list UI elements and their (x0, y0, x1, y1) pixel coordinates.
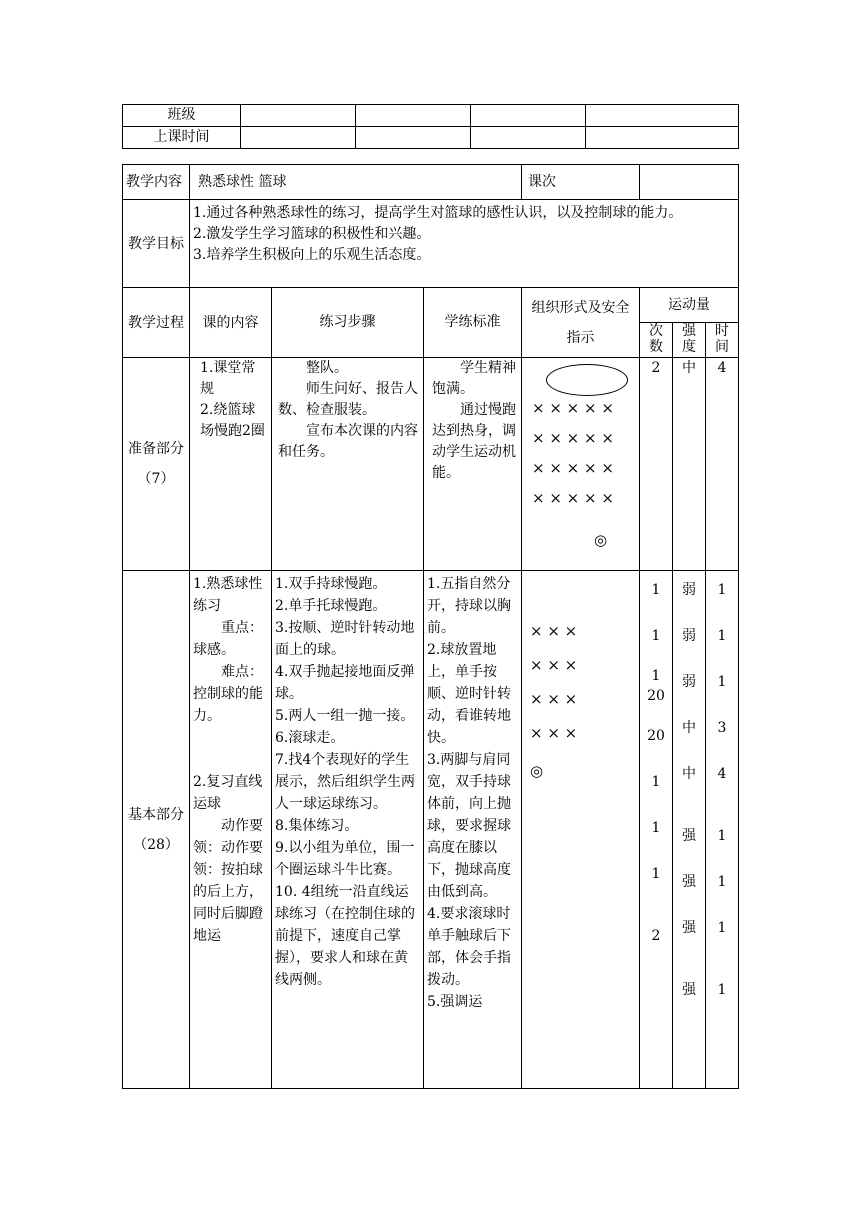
time-cell-4 (586, 127, 739, 149)
goal-text (190, 200, 739, 288)
prep-content-2: 2.绕篮球场慢跑2圈 (200, 402, 265, 439)
basic-count-8: 1 (651, 866, 661, 882)
basic-standard-2: 2.球放置地上，单手按顺、逆时针转动，看谁转地快。 (427, 642, 511, 746)
basic-content-2: 重点：球感。 (193, 620, 263, 658)
lesson-plan-table (122, 164, 739, 1089)
basic-time-6: 1 (717, 828, 727, 844)
goal-2: 2.激发学生学习篮球的积极性和兴趣。 (193, 226, 431, 242)
basic-formation (522, 571, 640, 1089)
class-label: 班级 (123, 105, 241, 127)
basic-label: 基本部分 (128, 806, 184, 823)
basic-step-8: 8.集体练习。 (275, 818, 359, 834)
basic-content-5: 动作要领：动作要领：按拍球的后上方，同时后脚蹬地运 (193, 818, 263, 944)
basic-step-3: 3.按顺、逆时针转动地面上的球。 (275, 620, 415, 658)
basic-formation-row-3: × × × (530, 690, 578, 708)
basic-time-5: 4 (717, 766, 727, 782)
prep-time: 4 (706, 358, 739, 571)
basic-content-1: 1.熟悉球性练习 (193, 576, 263, 614)
session-value (640, 165, 739, 200)
prep-label: 准备部分 (128, 441, 184, 457)
court-ellipse (546, 364, 628, 396)
prep-steps (272, 358, 424, 571)
basic-intensity-1: 弱 (682, 582, 696, 598)
prep-formation-row-1: × × × × × (532, 399, 614, 417)
basic-content-4: 2.复习直线运球 (193, 774, 263, 812)
basic-formation-row-1: × × × (530, 622, 578, 640)
basic-count-4: 20 (647, 688, 665, 704)
basic-standard-1: 1.五指自然分开，持球以胸前。 (427, 576, 511, 636)
basic-count-7: 1 (651, 820, 661, 836)
basic-standard-5: 5.强调运 (427, 994, 483, 1010)
col-organization: 组织形式及安全指示 (522, 288, 640, 358)
prep-formation-row-2: × × × × × (532, 429, 614, 447)
prep-step-2: 师生问好、报告人数、检查服装。 (278, 381, 418, 418)
basic-count-6: 1 (651, 774, 661, 790)
class-cell-2 (356, 105, 471, 127)
prep-minutes: （7） (137, 471, 175, 487)
content-value: 熟悉球性 篮球 (190, 165, 522, 200)
basic-standard-4: 4.要求滚球时单手触球后下部，体会手指拨动。 (427, 906, 511, 988)
teacher-position-icon: ◎ (594, 531, 608, 549)
basic-intensity-6: 强 (682, 828, 696, 844)
time-cell-2 (356, 127, 471, 149)
col-content: 课的内容 (190, 288, 272, 358)
prep-standard-2: 通过慢跑达到热身，调动学生运动机能。 (432, 402, 516, 481)
prep-formation-row-3: × × × × × (532, 459, 614, 477)
basic-count-5: 20 (647, 728, 665, 744)
goal-1: 1.通过各种熟悉球性的练习，提高学生对篮球的感性认识，以及控制球的能力。 (193, 205, 683, 221)
basic-step-7: 7.找4个表现好的学生展示，然后组织学生两人一球运球练习。 (275, 752, 415, 812)
basic-time-8: 1 (717, 920, 727, 936)
basic-intensity-2: 弱 (682, 628, 696, 644)
prep-formation-row-4: × × × × × (532, 489, 614, 507)
time-cell-1 (241, 127, 356, 149)
basic-times (706, 571, 739, 1089)
col-time: 时间 (706, 323, 739, 358)
prep-intensity: 中 (673, 358, 706, 571)
time-cell-3 (471, 127, 586, 149)
basic-label-cell (123, 571, 190, 1089)
basic-formation-row-2: × × × (530, 656, 578, 674)
prep-count: 2 (640, 358, 673, 571)
basic-minutes: （28） (133, 836, 179, 853)
goal-3: 3.培养学生积极向上的乐观生活态度。 (193, 247, 431, 263)
basic-intensity-8: 强 (682, 920, 696, 936)
basic-step-4: 4.双手抛起接地面反弹球。 (275, 664, 415, 702)
col-count: 次数 (640, 323, 673, 358)
prep-content (190, 358, 272, 571)
basic-standard (424, 571, 522, 1089)
basic-intensity-9: 强 (682, 982, 696, 998)
basic-intensity-7: 强 (682, 874, 696, 890)
basic-steps (272, 571, 424, 1089)
goal-label: 教学目标 (123, 200, 190, 288)
basic-time-3: 1 (717, 674, 727, 690)
time-label: 上课时间 (123, 127, 241, 149)
basic-count-2: 1 (651, 628, 661, 644)
prep-standard-1: 学生精神饱满。 (432, 360, 516, 397)
col-steps: 练习步骤 (272, 288, 424, 358)
basic-count-3: 1 (651, 668, 661, 684)
basic-time-7: 1 (717, 874, 727, 890)
prep-standard (424, 358, 522, 571)
class-cell-1 (241, 105, 356, 127)
basic-content (190, 571, 272, 1089)
class-cell-4 (586, 105, 739, 127)
prep-label-cell (123, 358, 190, 571)
col-standard: 学练标准 (424, 288, 522, 358)
prep-step-1: 整队。 (306, 360, 348, 376)
prep-formation (522, 358, 640, 571)
basic-intensity-3: 弱 (682, 674, 696, 690)
basic-step-6: 6.滚球走。 (275, 730, 345, 746)
basic-time-9: 1 (717, 982, 727, 998)
basic-time-1: 1 (717, 582, 727, 598)
basic-content-3: 难点：控制球的能力。 (193, 664, 263, 724)
session-label: 课次 (522, 165, 640, 200)
basic-counts (640, 571, 673, 1089)
basic-step-1: 1.双手持球慢跑。 (275, 576, 387, 592)
basic-count-9: 2 (651, 928, 661, 944)
basic-step-2: 2.单手托球慢跑。 (275, 598, 387, 614)
prep-content-1: 1.课堂常规 (200, 360, 256, 397)
basic-intensities (673, 571, 706, 1089)
col-load: 运动量 (640, 288, 739, 323)
basic-formation-row-4: × × × (530, 724, 578, 742)
basic-count-1: 1 (651, 582, 661, 598)
content-label: 教学内容 (123, 165, 190, 200)
header-table (122, 104, 739, 149)
basic-intensity-5: 中 (682, 766, 696, 782)
basic-standard-3: 3.两脚与肩同宽，双手持球体前，向上抛球，要求握球高度在膝以下，抛球高度由低到高。 (427, 752, 511, 900)
teacher-position-icon: ◎ (530, 762, 544, 780)
basic-step-9: 9.以小组为单位，围一个圈运球斗牛比赛。 (275, 840, 415, 878)
prep-step-3: 宣布本次课的内容和任务。 (278, 423, 418, 460)
col-process: 教学过程 (123, 288, 190, 358)
basic-time-2: 1 (717, 628, 727, 644)
basic-step-10: 10. 4组统一沿直线运球练习（在控制住球的前提下，速度自己掌握），要求人和球在黄线两侧。 (275, 884, 415, 988)
col-intensity: 强度 (673, 323, 706, 358)
basic-time-4: 3 (717, 720, 727, 736)
basic-step-5: 5.两人一组一抛一接。 (275, 708, 415, 724)
class-cell-3 (471, 105, 586, 127)
basic-intensity-4: 中 (682, 720, 696, 736)
